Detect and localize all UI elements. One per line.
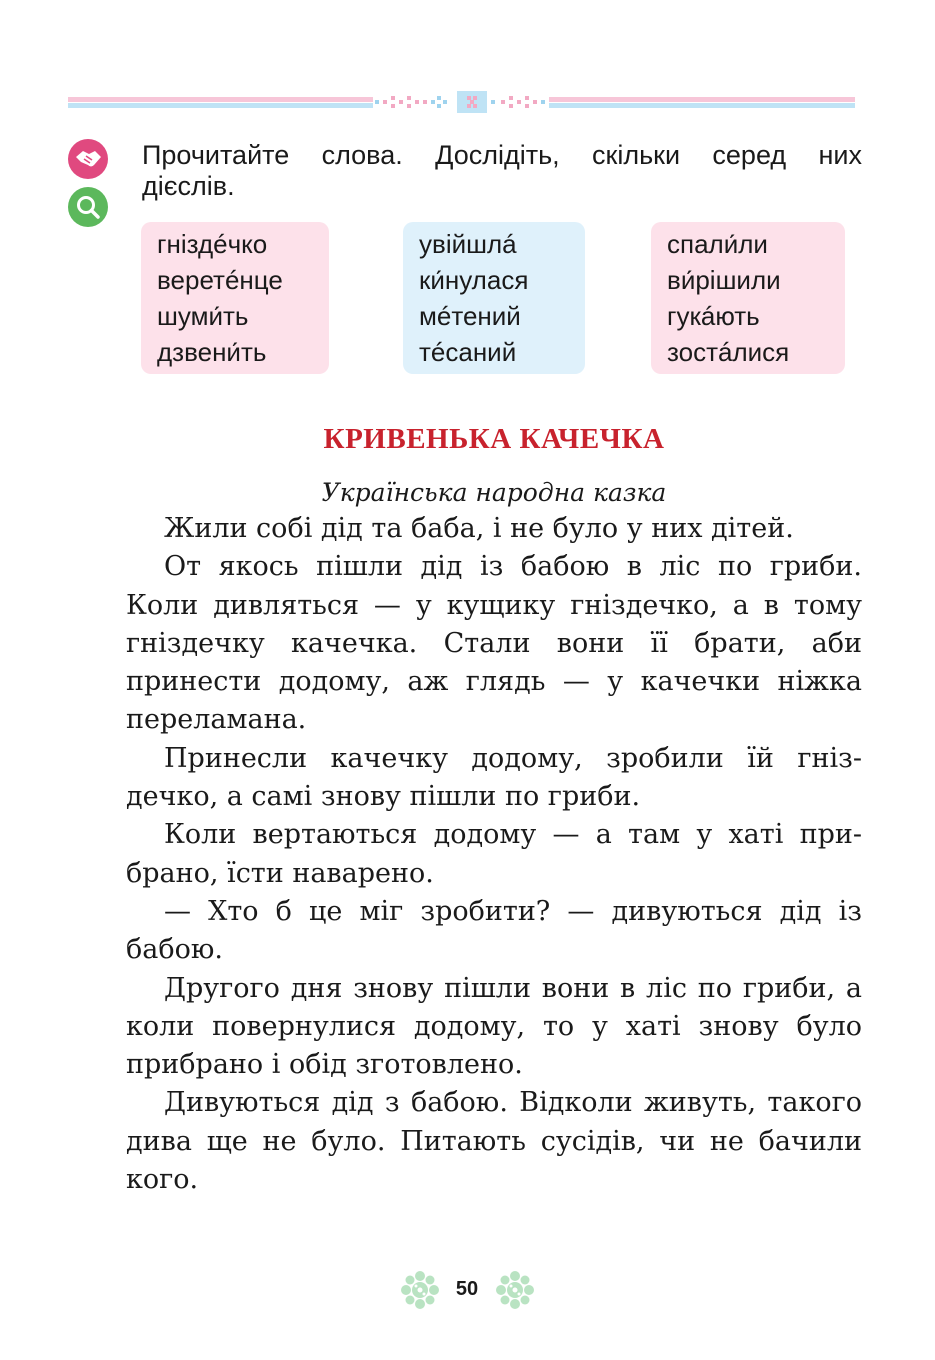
word-item: спали́ли <box>667 229 768 259</box>
header-band <box>68 94 855 110</box>
word-item: гніздéчко <box>157 229 268 259</box>
word-item: зостáлися <box>667 337 790 367</box>
story-paragraph: Жили собі дід та баба, і не було у них дітей. <box>164 513 794 544</box>
word-item: веретéнце <box>157 265 283 295</box>
word-item: шуми́ть <box>157 301 249 331</box>
header-stripe-blue-left <box>68 103 373 108</box>
handshake-icon <box>68 139 108 179</box>
flower-ornament-icon <box>494 1270 536 1310</box>
story-paragraph: Коли вертаються додому — а там у хаті прибрано, їсти наварено. <box>126 819 862 889</box>
page-number: 50 <box>455 1278 479 1300</box>
task-instruction: Прочитайте слова. Дослідіть, скільки серед них дієслів. <box>142 140 862 201</box>
word-group-3 <box>651 222 845 374</box>
word-group-2 <box>403 222 585 374</box>
header-stripe-blue-right <box>549 103 855 108</box>
story-subtitle: Українська народна казка <box>321 478 667 507</box>
page-footer <box>0 1270 935 1310</box>
story-title: КРИВЕНЬКА КАЧЕЧКА <box>323 423 665 455</box>
word-group-1 <box>141 222 329 374</box>
word-item: ки́нулася <box>419 265 529 295</box>
story-paragraph: Принесли качечку додому, зробили їй гніздечко, а самі знову пішли по гриби. <box>126 742 862 813</box>
story-paragraph: Другого дня знову пішли вони в ліс по гриби, а коли повернулися додому, то у хаті знову було прибрано і обід зготовлено. <box>126 972 862 1081</box>
flower-ornament-icon <box>399 1270 441 1310</box>
story-paragraph: Дивуються дід з бабою. Відколи живуть, такого дива ще не було. Питають сусідів, чи не бачили кого. <box>126 1087 862 1196</box>
word-item: мéтений <box>419 301 521 331</box>
word-item: тéсаний <box>419 337 517 367</box>
story-paragraph: — Хто б це міг зробити? — дивуються дід із бабою. <box>126 895 862 966</box>
embroidery-ornament-icon <box>373 91 549 113</box>
magnifier-icon <box>68 187 108 227</box>
story-text <box>126 510 862 1199</box>
word-item: ви́рішили <box>667 265 781 295</box>
header-stripe-pink-left <box>68 97 373 102</box>
header-stripe-pink-right <box>549 97 855 102</box>
word-item: дзвени́ть <box>157 337 267 367</box>
word-item: гукáють <box>667 301 760 331</box>
story-paragraph: От якось пішли дід із бабою в ліс по гриби. Коли дивляться — у кущику гніздечко, а в тому гніздечку качечка. Стали вони її брати, аби принести додому, аж глядь — у качечки ніжка переламана. <box>126 551 862 736</box>
word-item: увійшлá <box>419 229 517 259</box>
